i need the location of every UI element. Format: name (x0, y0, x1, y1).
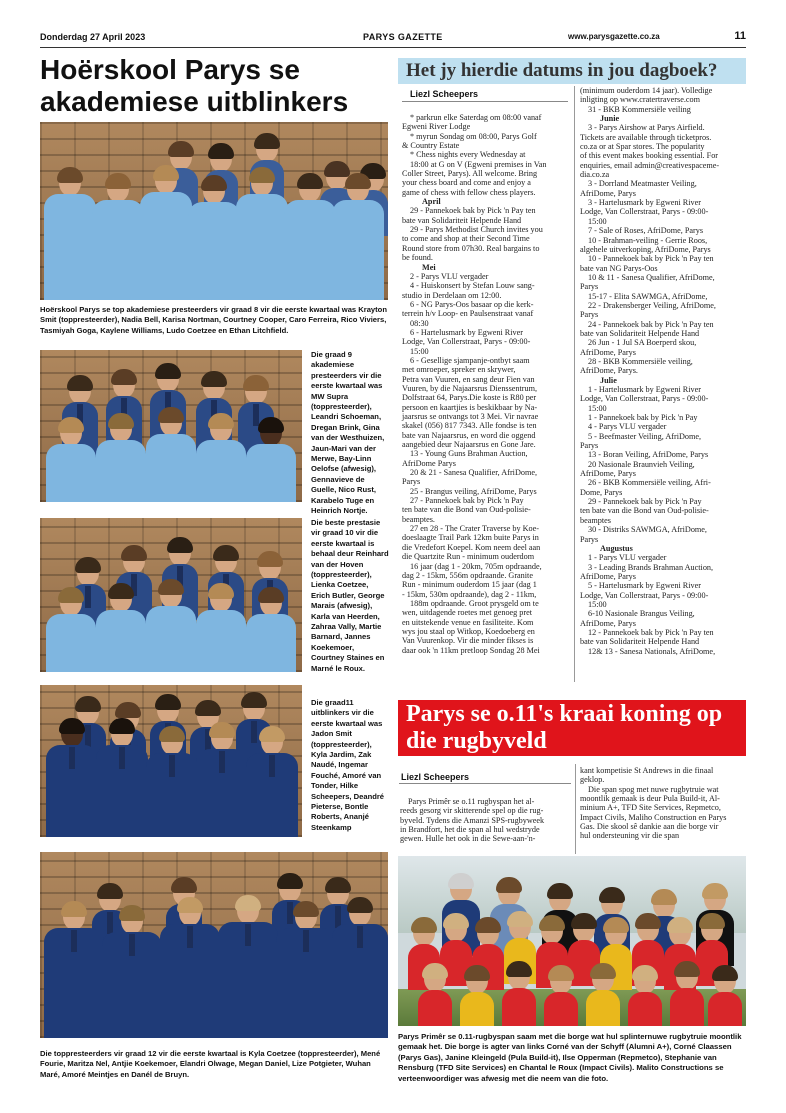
rugby-headline: Parys se o.11's kraai koning op die rugbyveld (398, 700, 746, 756)
text-line: 20 & 21 - Sanesa Qualifier, AfriDome, (410, 468, 538, 478)
page-header (40, 32, 746, 46)
text-line: bate van Solidariteit Helpende Hand (402, 215, 522, 225)
rugby-column-rule (575, 764, 576, 854)
text-line: geklop. (580, 775, 605, 785)
text-line: 3 - Parys Airshow at Parys Airfield. (588, 123, 705, 133)
text-line: bate van Najaarsrus, en word die oggend (402, 430, 536, 440)
text-line: - 15km, 530m opdraande), dag 2 - 11km, (402, 589, 537, 599)
text-line: 3 - Leading Brands Brahman Auction, (588, 562, 714, 572)
text-line: 25 - Brangus veiling, AfriDome, Parys (410, 486, 537, 496)
text-line: hul ondersteuning vir die span (580, 831, 680, 841)
text-line: beamptes (580, 515, 611, 525)
text-line: Mei (422, 262, 436, 272)
text-line: 6-10 Nasionale Brangus Veiling, (588, 609, 695, 619)
text-line: 2 - Parys VLU vergader (410, 271, 489, 281)
text-line: Parys (402, 477, 421, 487)
text-line: 26 - BKB Kommersiële veiling, Afri- (588, 478, 711, 488)
text-line: AfriDome Parys (402, 458, 456, 468)
text-line: bate van Solidariteit Helpende Hand (580, 637, 700, 647)
text-line: & Country Estate (402, 141, 460, 151)
text-line: 08:30 (410, 318, 429, 328)
text-line: Parys (580, 282, 599, 292)
text-line: byveld. Tydens die Amanzi SPS-rugbyweek (400, 815, 545, 825)
text-line: (minimum ouderdom 14 jaar). Volledige (580, 86, 713, 95)
text-line: persoon en kaartjies is beskikbaar by Na- (402, 402, 538, 412)
text-line: 6 - Gesellige sjampanje-ontbyt saam (410, 355, 530, 365)
text-line: gewen. Hulle het ook in die Sewe-aan-'n- (400, 834, 536, 844)
text-line: minium A+, TFD Site Services, Repmetco, (580, 803, 721, 813)
text-line: algehele uitverkoping, AfriDome, Parys (580, 244, 711, 254)
text-line: 10 - Brahman-veiling - Gerrie Roos, (588, 235, 708, 245)
diary-column-rule (574, 86, 575, 682)
photo-grade-8 (40, 122, 388, 300)
text-line: AfriDome, Parys (580, 618, 636, 628)
text-line: Van Vuurenkop. Vir die minder fikses is (402, 636, 534, 646)
text-line: 13 - Boran Veiling, AfriDome, Parys (588, 450, 709, 460)
text-line: bate van Solidariteit Helpende Hand (580, 328, 700, 338)
photo-grade-10 (40, 518, 302, 672)
text-line: 15-17 - Elita SAWMGA, AfriDome, (588, 291, 708, 301)
text-line: moontlik gemaak is deur Pula Build-it, Al- (580, 794, 720, 804)
text-line: ten bate van die Bond van Oud-polisie- (402, 505, 531, 515)
text-line: * Chess nights every Wednesday at (410, 150, 526, 160)
text-line: 22 - Drakensberger Veiling, AfriDome, (588, 300, 716, 310)
diary-column-1 (402, 113, 572, 655)
caption-grade-9: Die graad 9 akademiese presteerders vir die eerste kwartaal was MW Supra (toppresteerder), Leandri Schoeman, Dregan Brink, Gina van der Westhuizen, Jaun-Mari van der Merwe, Bay-Linn Oelofse (afwesig), Gennavieve de Guelle, Nico Rust, Karabelo Tuge en Heinrich Nortje. (311, 350, 385, 516)
text-line: 15:00 (588, 403, 607, 413)
text-line: * myrun Sondag om 08:00, Parys Golf (410, 131, 537, 141)
text-line: 18:00 at G on V (Egweni premises in Van (410, 159, 547, 169)
photo-grade-12 (40, 852, 388, 1038)
caption-grade-11: Die graad11 uitblinkers vir die eerste kwartaal was Jadon Smit (toppresteerder), Kyla Jardim, Zak Naudé, Ingemar Fouché, Amoré van Tonder, Hilke Scheepers, Deandré Pieterse, Bontle Roberts, Ananjé Steenkamp (311, 698, 385, 832)
text-line: Petra van Vuuren, en sang deur Fien van (402, 374, 535, 384)
text-line: Egweni River Lodge (402, 122, 471, 132)
text-line: met omroeper, spreker en skrywer, (402, 365, 516, 375)
text-line: inligting op www.cratertraverse.com (580, 95, 700, 105)
text-line: 13 - Young Guns Brahman Auction, (410, 449, 528, 459)
text-line: 1 - Pannekoek bak by Pick 'n Pay (588, 413, 698, 423)
text-line: Parys (580, 534, 599, 544)
text-line: en uitstekende venue en fasiliteite. Kom (402, 617, 534, 627)
text-line: dia.co.za (580, 170, 610, 180)
photo-rugby-team (398, 856, 746, 1026)
text-line: 3 - Dorrland Meatmaster Veiling, (588, 179, 697, 189)
text-line: kant kompetisie St Andrews in die finaal (580, 766, 714, 775)
text-line: Dolfstraat 64, Parys.Die koste is R80 per (402, 393, 537, 403)
text-line: be found. (402, 253, 433, 263)
text-line: wys jou staal op Witkop, Koedoeberg en (402, 626, 535, 636)
text-line: bate van NG Parys-Oos (580, 263, 658, 273)
text-line: 4 - Parys VLU vergader (588, 422, 667, 432)
text-line: terrein h/v Loop- en Paulsenstraat vanaf (402, 309, 534, 319)
text-line: in Brandfort, het die span al hul wedstryde (400, 825, 540, 835)
diary-byline: Liezl Scheepers (410, 89, 479, 99)
masthead: PARYS GAZETTE (363, 32, 443, 42)
text-line: 30 - Distriks SAWMGA, AfriDome, (588, 525, 707, 535)
issue-date: Donderdag 27 April 2023 (40, 32, 146, 42)
text-line: 31 - BKB Kommersiële veiling (588, 104, 691, 114)
text-line: to come and shop at their Second Time (402, 234, 530, 244)
website-url: www.parysgazette.co.za (568, 32, 660, 41)
text-line: daar ook 'n 11km pretloop Sondag 28 Mei (402, 645, 540, 655)
text-line: 28 - BKB Kommersiële veiling, (588, 356, 693, 366)
rugby-byline-rule (399, 783, 571, 784)
text-line: die Vredefort Koepel. Kom neem deel aan (402, 542, 541, 552)
text-line: co.za or at Spar stores. The popularity (580, 142, 705, 152)
text-line: 10 - Pannekoek bak by Pick 'n Pay ten (588, 254, 714, 264)
text-line: skakel (056) 817 7343. Alle fondse is ten (402, 421, 537, 431)
text-line: ten bate van die Bond van Oud-polisie- (580, 506, 709, 516)
text-line: 16 jaar (dag 1 - 20km, 705m opdraande, (410, 561, 542, 571)
text-line: Vuuren, by die Najaarsrus Dienssentrum, (402, 383, 538, 393)
text-line: 4 - Huiskonsert by Stefan Louw sang- (410, 281, 535, 291)
text-line: Parys (580, 441, 599, 451)
text-line: studio in Derdelaan om 12:00. (402, 290, 502, 300)
text-line: 5 - Beefmaster Veiling, AfriDome, (588, 431, 702, 441)
rugby-column-2 (580, 766, 746, 841)
text-line: Impact Civils, Maliho Construction en Parys (580, 812, 727, 822)
caption-grade-8: Hoërskool Parys se top akademiese presteerders vir graad 8 vir die eerste kwartaal was Krayton Smit (toppresteerder), Nadia Bell, Karisa Nortman, Courtney Cooper, Caro Ferreira, Rico Viviers, Tasmiyah Goga, Kaylene Williams, Ludo Coetzee en Ethan Litchfield. (40, 305, 387, 335)
text-line: 12 - Pannekoek bak by Pick 'n Pay ten (588, 627, 714, 637)
text-line: AfriDome, Parys. (580, 366, 638, 376)
caption-grade-12: Die toppresteerders vir graad 12 vir die eerste kwartaal is Kyla Coetzee (toppresteerder), Mené Fourie, Maritza Nel, Antjie Koekemoer, Elandri Olwage, Megan Daniel, Lize Potgieter, Wuhan Maré, Amoré Meintjes en Danél de Bruyn. (40, 1049, 381, 1079)
text-line: 20 Nasionale Braunvieh Veiling, (588, 459, 695, 469)
text-line: 10 & 11 - Sanesa Qualifier, AfriDome, (588, 272, 715, 282)
text-line: game of chess with fellow chess players. (402, 187, 536, 197)
rugby-column-1 (400, 797, 572, 844)
text-line: 15:00 (588, 216, 607, 226)
header-rule (40, 47, 746, 48)
text-line: Lodge, Van Collerstraat, Parys - 09:00- (580, 590, 709, 600)
text-line: 27 en 28 - The Crater Traverse by Koe- (410, 524, 539, 534)
text-line: your chess board and come and enjoy a (402, 178, 531, 188)
text-line: 5 - Hartelusmark by Egweni River (588, 581, 702, 591)
text-line: Lodge, Van Collerstraat, Parys - 09:00- (580, 394, 709, 404)
text-line: 6 - NG Parys-Oos basaar op die kerk- (410, 299, 534, 309)
text-line: Round store from 07h30. Real bargains to (402, 243, 540, 253)
text-line: 188m opdraande. Groot prysgeld om te (410, 598, 539, 608)
text-line: AfriDome, Parys (580, 347, 636, 357)
text-line: Lodge, Van Collerstraat, Parys - 09:00- (402, 337, 531, 347)
text-line: reeds gesorg vir skitterende spel op die rug- (400, 806, 544, 816)
page-number: 11 (734, 30, 746, 42)
text-line: aangebied deur Najaarsrus en Gone Jare. (402, 440, 536, 450)
text-line: AfriDome, Parys (580, 571, 636, 581)
text-line: Julie (600, 375, 617, 385)
text-line: Tickets are available through ticketpros. (580, 132, 712, 142)
text-line: 26 Jun - 1 Jul SA Boerperd skou, (588, 338, 697, 348)
photo-grade-9 (40, 350, 302, 502)
text-line: * parkrun elke Saterdag om 08:00 vanaf (410, 113, 542, 122)
text-line: enquiries, email admin@creativespaceme- (580, 160, 720, 170)
diary-byline-rule (402, 101, 568, 102)
text-line: 29 - Pannekoek bak by Pick 'n Pay ten (410, 206, 536, 216)
text-line: 15:00 (410, 346, 429, 356)
diary-column-2 (580, 86, 746, 656)
text-line: dag 2 - 15km, 556m opdraande. Granite (402, 570, 533, 580)
text-line: 7 - Sale of Roses, AfriDome, Parys (588, 226, 704, 236)
rugby-byline: Liezl Scheepers (401, 772, 470, 782)
text-line: die Quartzite Run - minimum ouderdom (402, 552, 535, 562)
text-line: Die span spog met nuwe rugbytruie wat (588, 784, 719, 794)
text-line: Parys Primêr se o.11 rugbyspan het al- (408, 797, 535, 806)
text-line: 27 - Pannekoek bak by Pick 'n Pay (410, 496, 524, 506)
text-line: AfriDome, Parys (580, 188, 636, 198)
text-line: April (422, 197, 441, 207)
text-line: 6 - Hartelusmark by Egweni River (410, 327, 524, 337)
text-line: 3 - Hartelusmark by Egweni River (588, 198, 702, 208)
text-line: 15:00 (588, 599, 607, 609)
text-line: 12& 13 - Sanesa Nationals, AfriDome, (588, 646, 716, 656)
text-line: 29 - Parys Methodist Church invites you (410, 225, 543, 235)
text-line: 1 - Hartelusmark by Egweni River (588, 385, 702, 394)
text-line: 29 - Pannekoek bak by Pick 'n Pay (588, 497, 702, 507)
text-line: Gas. Die skool sê dankie aan die borge vir (580, 822, 719, 832)
caption-rugby-team: Parys Primêr se 0.11-rugbyspan saam met die borge wat hul splinternuwe rugbytruie moontlik gemaak het. Die borge is agter van links Corné van der Schyff (Alumni A+), Corné Claassen (Parys Gas), Janine Kleingeld (Pula Build-it), Ilse Opperman (Repmetco), Stephanie van Rensburg (TFD Site Services) en Chantal le Roux (Impact Civils). Malito Constructions se verteenwoordiger was afwesig met die neem van die foto. (398, 1032, 742, 1083)
text-line: AfriDome, Parys (580, 469, 636, 479)
text-line: Parys (580, 310, 599, 320)
text-line: Dome, Parys (580, 487, 623, 497)
caption-grade-10: Die beste prestasie vir graad 10 vir die eerste kwartaal is behaal deur Reinhard van der Hoven (toppresteerder), Lienka Coetzee, Erich Butler, George Marais (afwesig), Karla van Heerden, Zahraa Vally, Martie Barnard, Jannes Koekemoer, Courtney Staines en Marné le Roux. (311, 518, 389, 673)
text-line: Junie (600, 114, 620, 124)
photo-grade-11 (40, 685, 302, 837)
text-line: 24 - Pannekoek bak by Pick 'n Pay ten (588, 319, 714, 329)
text-line: Augustus (600, 543, 633, 553)
article-headline: Hoërskool Parys se akademiese uitblinkers (40, 54, 349, 117)
text-line: doeslaagte Trail Park 12km buite Parys in (402, 533, 539, 543)
text-line: Lodge, Van Collerstraat, Parys - 09:00- (580, 207, 709, 217)
diary-headline: Het jy hierdie datums in jou dagboek? (398, 58, 746, 84)
text-line: Coller Street, Parys). All welcome. Bring (402, 169, 538, 179)
text-line: jaarsrus se ontvangs tot 3 Mei. Vir navrae (402, 412, 539, 421)
text-line: beamptes. (402, 514, 435, 524)
text-line: wen, uitdagende roetes met genoeg pret (402, 608, 533, 618)
text-line: of this event makes booking essential. For (580, 151, 719, 161)
text-line: 1 - Parys VLU vergader (588, 553, 667, 563)
text-line: Run - minimum ouderdom 15 jaar (dag 1 (402, 580, 537, 590)
